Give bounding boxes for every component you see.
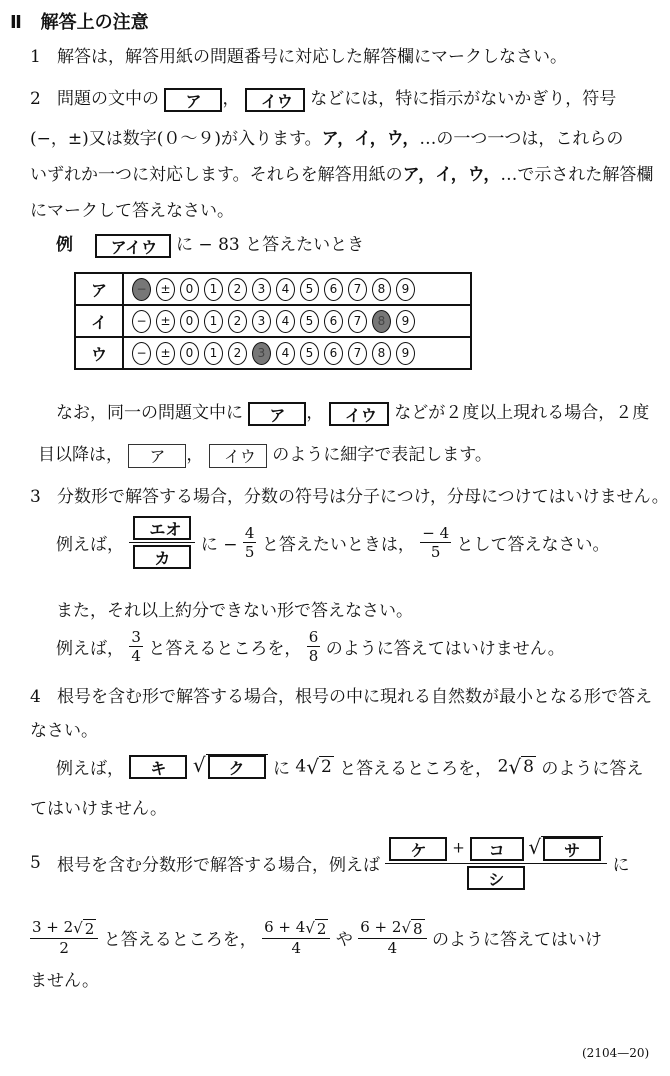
mark-row-bubbles — [123, 273, 471, 305]
bubble: 4 — [276, 342, 295, 365]
item-text: と答えるところを， — [103, 929, 257, 950]
mark-row — [75, 305, 471, 337]
bubble: 7 — [348, 342, 367, 365]
item-5-line-2 — [30, 918, 602, 957]
bubble: 5 — [300, 310, 319, 333]
bubble: 0 — [180, 342, 199, 365]
thin-box-a: ア — [128, 444, 186, 468]
bubble: 2 — [228, 310, 247, 333]
bubble: 1 — [204, 278, 223, 301]
item-5-line-3: ません。 — [30, 971, 100, 991]
fraction: 6 + 2 √ 8 4 — [358, 918, 426, 957]
item-2-line-2 — [30, 124, 623, 149]
comma: ， — [186, 445, 204, 465]
coefficient: 4 — [295, 756, 307, 777]
example-line — [56, 230, 364, 258]
bubble: 7 — [348, 278, 367, 301]
radical: √ 2 — [306, 754, 332, 779]
fraction: $\frac{6}{8}$ — [308, 628, 319, 665]
bold-labels: ア，イ，ウ， — [402, 165, 501, 185]
item-4-line-2: なさい。 — [30, 721, 98, 741]
radical: √ サ — [528, 836, 603, 861]
answer-box-iu: イウ — [245, 88, 305, 112]
bubble: 9 — [396, 310, 415, 333]
note-line-1 — [56, 398, 649, 426]
filled-bubble: 3 — [252, 342, 271, 365]
section-title: 解答上の注意 — [40, 12, 149, 33]
fraction: $\frac{4}{5}$ — [244, 524, 255, 561]
comma: ， — [306, 403, 324, 423]
fraction: 3 + 2 √ 2 2 — [30, 918, 98, 957]
item-number: 3 — [30, 487, 41, 507]
bubble: 5 — [300, 278, 319, 301]
radical: √ ク — [193, 754, 268, 779]
item-text: …で示された解答欄 — [500, 165, 654, 185]
example-label: 例 — [56, 235, 73, 255]
item-2-line-1 — [30, 84, 616, 112]
bubble: ± — [156, 342, 175, 365]
answer-box-ka: カ — [133, 545, 191, 569]
item-number: 2 — [30, 89, 41, 109]
mark-row-label: ア — [75, 273, 123, 305]
example-text: として答えなさい。 — [456, 535, 610, 555]
answer-box-ke: ケ — [389, 837, 447, 861]
item-text: のように答えてはいけ — [431, 929, 602, 950]
fraction: $\frac{- 4}{5}$ — [422, 524, 450, 561]
item-3-example — [56, 514, 610, 571]
answer-box-iu: イウ — [329, 402, 389, 426]
section-heading — [10, 8, 149, 34]
bubble: − — [132, 310, 151, 333]
bubble: 6 — [324, 342, 343, 365]
item-4-line-3: てはいけません。 — [30, 799, 168, 819]
mark-sheet-example — [74, 272, 472, 370]
item-3 — [30, 482, 669, 507]
bubble: 7 — [348, 310, 367, 333]
item-2-line-4: にマークして答えなさい。 — [30, 201, 234, 221]
bubble: ± — [156, 278, 175, 301]
item-text: 根号を含む分数形で解答する場合，例えば — [57, 855, 381, 876]
bubble: − — [132, 342, 151, 365]
item-text: (−，±)又は数字(０〜９)が入ります。 — [30, 129, 322, 149]
bubble: 2 — [228, 278, 247, 301]
item-text: 問題の文中の — [57, 89, 160, 109]
section-numeral: Ⅱ — [10, 12, 22, 33]
note-line-2 — [38, 440, 492, 468]
example-text: に − — [200, 535, 238, 555]
radical: √ 8 — [508, 754, 534, 779]
example-text: 例えば， — [56, 639, 124, 659]
comma: ， — [222, 89, 240, 109]
mark-row-label: イ — [75, 305, 123, 337]
mark-row — [75, 337, 471, 369]
bubble: 1 — [204, 310, 223, 333]
bubble: 9 — [396, 342, 415, 365]
bubble: 9 — [396, 278, 415, 301]
bubble: 5 — [300, 342, 319, 365]
bubble: 4 — [276, 310, 295, 333]
boxed-radical-fraction — [385, 834, 607, 892]
boxed-fraction — [129, 514, 195, 571]
example-text: 例えば， — [56, 759, 124, 779]
mark-row — [75, 273, 471, 305]
item-text: いずれか一つに対応します。それらを解答用紙の — [30, 165, 403, 185]
note-text: などが２度以上現れる場合，２度 — [394, 403, 650, 423]
mark-row-label: ウ — [75, 337, 123, 369]
note-text: のように細字で表記します。 — [272, 445, 492, 465]
thin-box-iu: イウ — [209, 444, 267, 468]
example-text: に − 83 と答えたいとき — [176, 235, 365, 255]
example-text: に — [272, 759, 290, 779]
item-text: …の一つ一つは，これらの — [419, 129, 624, 149]
answer-box-a: ア — [164, 88, 222, 112]
page-code: (2104—20) — [582, 1046, 650, 1060]
bubble: 6 — [324, 278, 343, 301]
example-text: と答えたいときは， — [261, 535, 415, 555]
mark-row-bubbles — [123, 305, 471, 337]
item-number: 1 — [30, 47, 41, 67]
mark-row-bubbles — [123, 337, 471, 369]
bubble: 1 — [204, 342, 223, 365]
bubble: ± — [156, 310, 175, 333]
item-1 — [30, 42, 567, 67]
item-4-example — [56, 754, 643, 779]
item-number: 4 — [30, 687, 41, 707]
item-text: 分数形で解答する場合，分数の符号は分子につけ，分母につけてはいけません。 — [57, 487, 669, 507]
bubble: 6 — [324, 310, 343, 333]
bold-labels: ア，イ，ウ， — [321, 129, 420, 149]
fraction: $\frac{3}{4}$ — [131, 628, 141, 665]
bubble: 2 — [228, 342, 247, 365]
item-2-line-3 — [30, 160, 653, 185]
example-text: のように答えてはいけません。 — [325, 639, 565, 659]
bubble: 0 — [180, 310, 199, 333]
item-5-line-1 — [30, 834, 630, 892]
answer-box-eo: エオ — [133, 516, 191, 540]
item-text: 解答は，解答用紙の問題番号に対応した解答欄にマークしなさい。 — [57, 47, 568, 67]
filled-bubble: 8 — [372, 310, 391, 333]
item-text: などには，特に指示がないかぎり，符号 — [310, 89, 617, 109]
example-box: アイウ — [95, 234, 171, 258]
bubble: 8 — [372, 342, 391, 365]
bubble: 3 — [252, 278, 271, 301]
bubble: 8 — [372, 278, 391, 301]
answer-box-sa: サ — [543, 837, 601, 861]
answer-box-a: ア — [248, 402, 306, 426]
example-text: 例えば， — [56, 535, 124, 555]
item-text: に — [612, 855, 630, 876]
item-3-example-2 — [56, 628, 565, 665]
answer-box-ko: コ — [470, 837, 524, 861]
answer-box-ku: ク — [208, 755, 266, 779]
fraction: 6 + 4 √ 2 4 — [262, 918, 330, 957]
bubble: 0 — [180, 278, 199, 301]
filled-bubble: − — [132, 278, 151, 301]
note-text: 目以降は， — [38, 445, 123, 465]
item-text: や — [335, 929, 353, 950]
answer-box-ki: キ — [129, 755, 187, 779]
note-text: なお，同一の問題文中に — [56, 403, 243, 423]
coefficient: 2 — [497, 756, 509, 777]
bubble: 3 — [252, 310, 271, 333]
item-text: 根号を含む形で解答する場合，根号の中に現れる自然数が最小となる形で答え — [57, 687, 653, 707]
plus-sign: + — [452, 838, 465, 857]
example-text: のように答え — [541, 759, 644, 779]
example-text: と答えるところを， — [339, 759, 493, 779]
item-number: 5 — [30, 853, 41, 873]
bubble: 4 — [276, 278, 295, 301]
item-4-line-1 — [30, 682, 652, 707]
item-3-also: また，それ以上約分できない形で答えなさい。 — [56, 601, 413, 621]
example-text: と答えるところを， — [148, 639, 302, 659]
answer-box-shi: シ — [467, 866, 525, 890]
